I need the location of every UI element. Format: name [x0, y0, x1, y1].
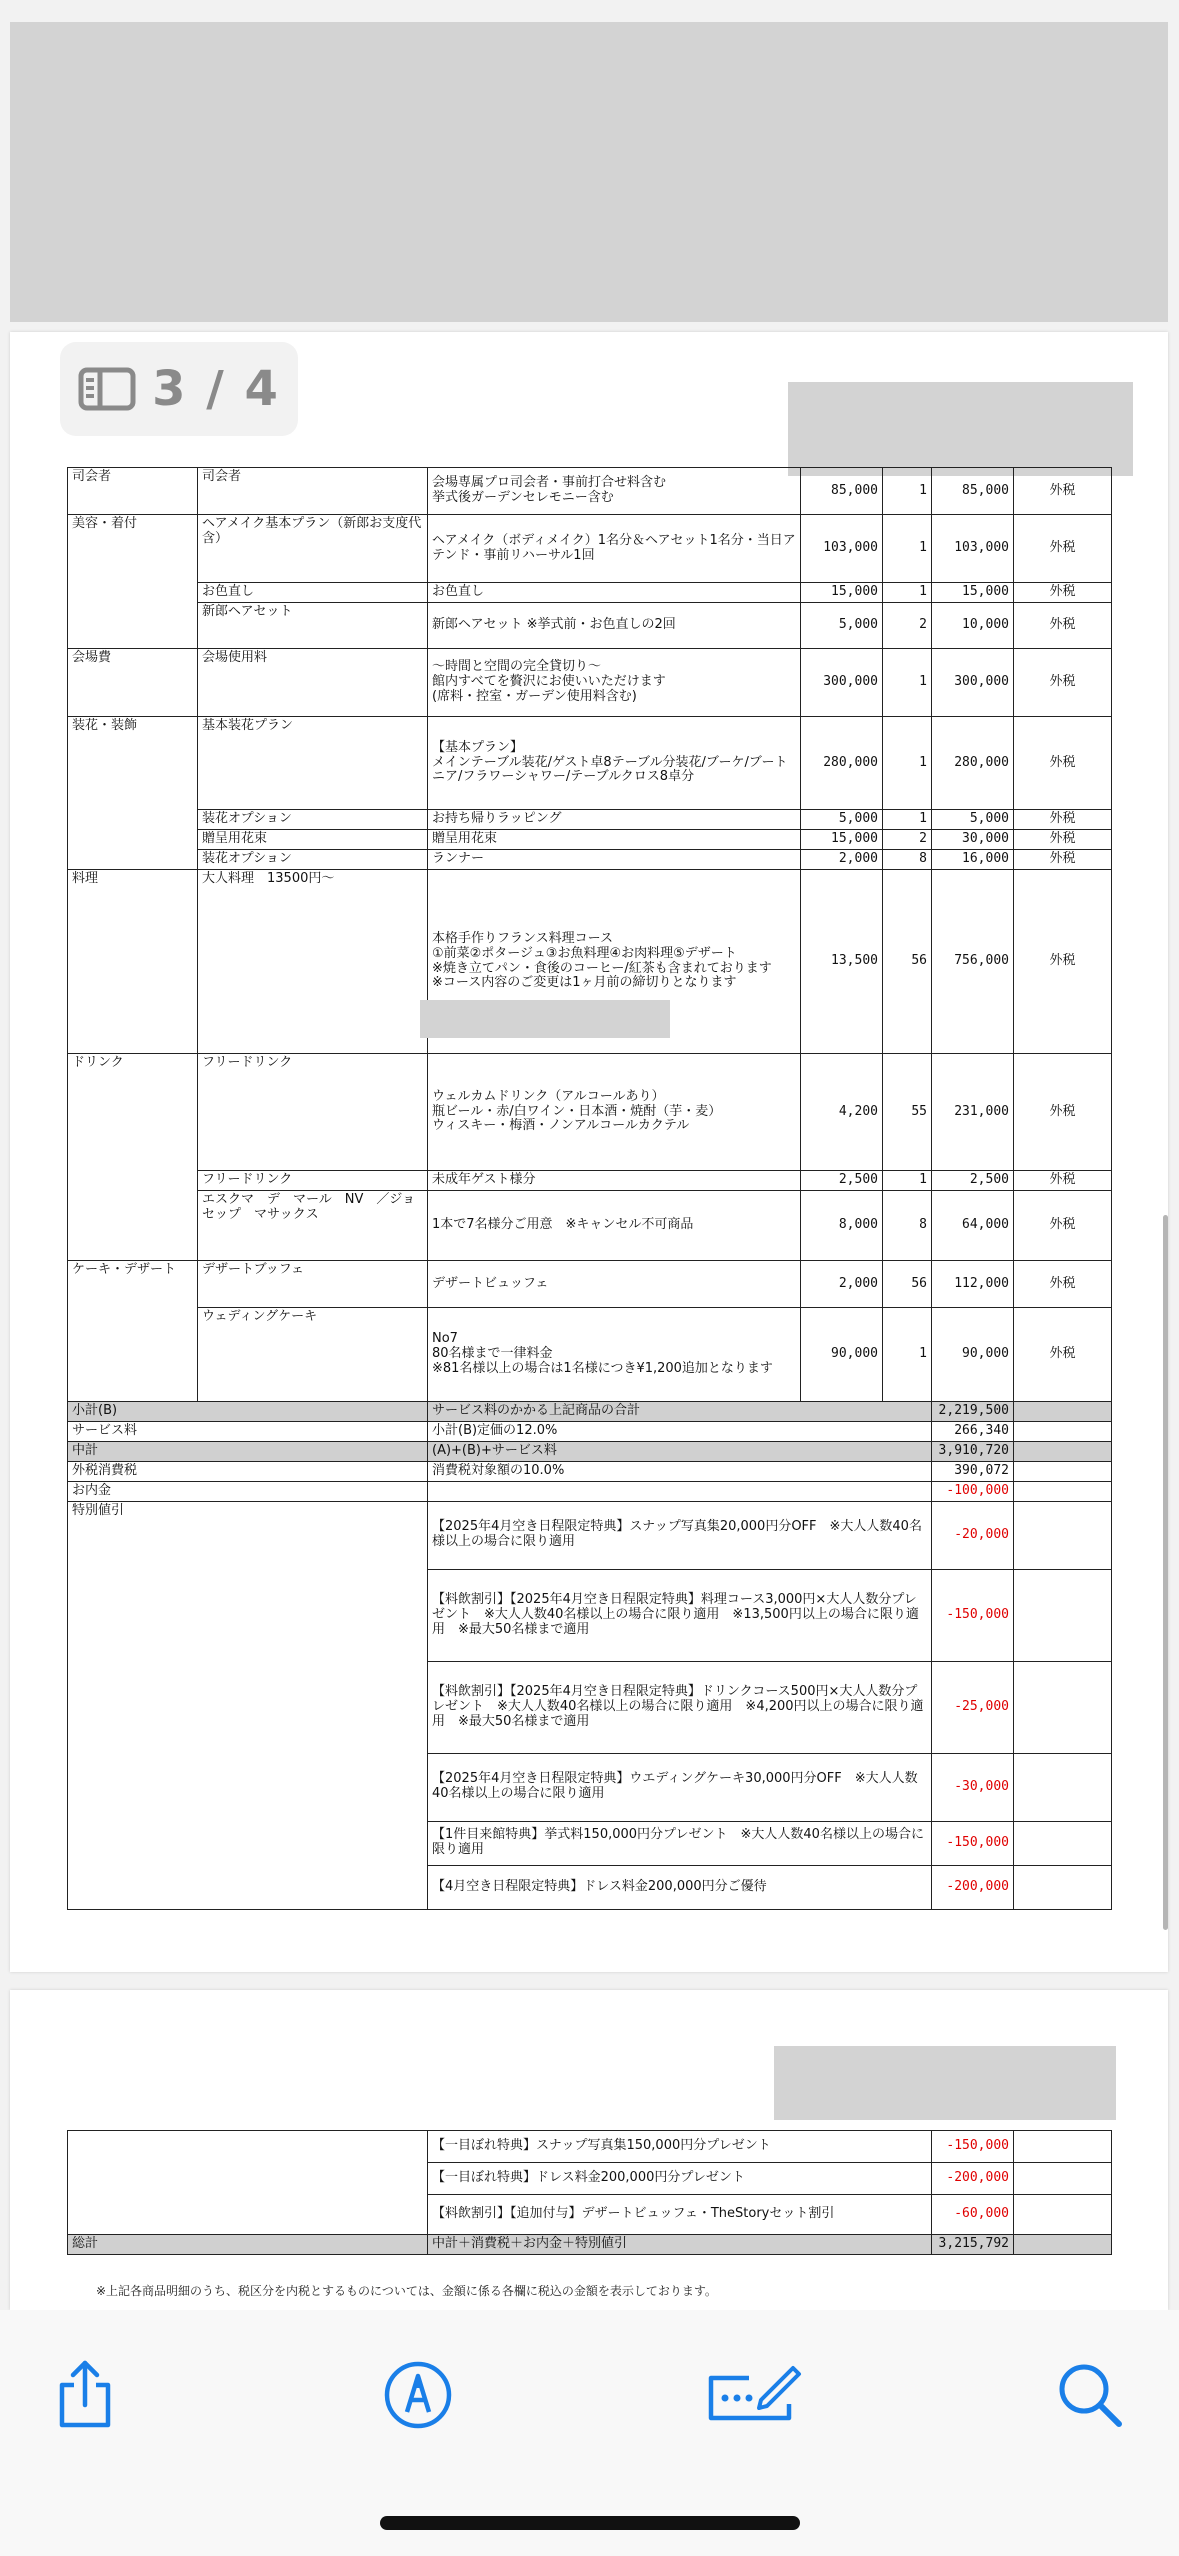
description-cell: 本格手作りフランス料理コース ①前菜②ポタージュ③お魚料理④お肉料理⑤デザート ※焼き立てパン・食後のコーヒー/紅茶も含まれております ※コース内容のご変更は1ヶ月前の締切りとなります — [428, 870, 801, 1054]
share-icon — [54, 2359, 116, 2431]
amount-cell: 16,000 — [932, 850, 1014, 870]
quantity-cell: 56 — [883, 1261, 932, 1308]
table-row — [68, 649, 1112, 717]
amount-cell: 64,000 — [932, 1191, 1014, 1261]
category-cell: 司会者 — [68, 468, 198, 515]
redacted-header-block — [10, 22, 1168, 322]
tax-type-cell: 外税 — [1014, 515, 1112, 583]
total-desc: 中計＋消費税＋お内金＋特別値引 — [428, 2235, 932, 2255]
signature-button[interactable] — [700, 2350, 810, 2440]
amount-cell: 300,000 — [932, 649, 1014, 717]
search-button[interactable] — [1045, 2350, 1135, 2440]
markup-icon — [383, 2360, 453, 2430]
discount-empty — [1014, 1865, 1112, 1909]
table-row — [68, 1261, 1112, 1308]
discount-desc: 【2025年4月空き日程限定特典】ウエディングケーキ30,000円分OFF ※大人人数40名様以上の場合に限り適用 — [428, 1753, 932, 1821]
discount-desc: 【料飲割引】【2025年4月空き日程限定特典】料理コース3,000円×大人人数分プレゼント ※大人人数40名様以上の場合に限り適用 ※13,500円以上の場合に限り適用 ※最大50名様まで適用 — [428, 1569, 932, 1661]
quantity-cell: 1 — [883, 583, 932, 603]
description-cell: ランナー — [428, 850, 801, 870]
discount-amount: -150,000 — [932, 1569, 1014, 1661]
category-cell: ドリンク — [68, 1054, 198, 1261]
table-row — [68, 717, 1112, 810]
tax-type-cell: 外税 — [1014, 649, 1112, 717]
tax-type-cell: 外税 — [1014, 810, 1112, 830]
discount-amount: -20,000 — [932, 1501, 1014, 1569]
summary-empty — [1014, 1421, 1112, 1441]
quantity-cell: 1 — [883, 1171, 932, 1191]
summary-desc: (A)+(B)+サービス料 — [428, 1441, 932, 1461]
description-cell: 未成年ゲスト様分 — [428, 1171, 801, 1191]
description-cell: ウェルカムドリンク（アルコールあり） 瓶ビール・赤/白ワイン・日本酒・焼酎（芋・麦） ウィスキー・梅酒・ノンアルコールカクテル — [428, 1054, 801, 1171]
tax-type-cell: 外税 — [1014, 1171, 1112, 1191]
summary-amount: -100,000 — [932, 1481, 1014, 1501]
tax-type-cell: 外税 — [1014, 870, 1112, 1054]
summary-empty — [1014, 1441, 1112, 1461]
description-cell: 新郎ヘアセット ※挙式前・お色直しの2回 — [428, 603, 801, 649]
unit-price-cell: 8,000 — [801, 1191, 883, 1261]
discount-desc: 【料飲割引】【追加付与】デザートビュッフェ・TheStoryセット割引 — [428, 2195, 932, 2235]
discount-row — [68, 2131, 1112, 2163]
quantity-cell: 55 — [883, 1054, 932, 1171]
description-cell: 会場専属プロ司会者・事前打合せ料含む 挙式後ガーデンセレモニー含む — [428, 468, 801, 515]
quantity-cell: 1 — [883, 810, 932, 830]
tax-type-cell: 外税 — [1014, 583, 1112, 603]
description-cell: 1本で7名様分ご用意 ※キャンセル不可商品 — [428, 1191, 801, 1261]
amount-cell: 231,000 — [932, 1054, 1014, 1171]
unit-price-cell: 90,000 — [801, 1308, 883, 1402]
item-cell: デザートブッフェ — [198, 1261, 428, 1308]
table-row — [68, 810, 1112, 830]
unit-price-cell: 15,000 — [801, 830, 883, 850]
item-cell: お色直し — [198, 583, 428, 603]
table-row — [68, 1171, 1112, 1191]
page-indicator[interactable] — [60, 342, 298, 436]
redacted-stamp-block-p4 — [774, 2046, 1116, 2120]
estimate-table — [67, 467, 1112, 1910]
summary-amount: 266,340 — [932, 1421, 1014, 1441]
discount-amount: -200,000 — [932, 2163, 1014, 2195]
summary-desc: 小計(B)定価の12.0% — [428, 1421, 932, 1441]
amount-cell: 103,000 — [932, 515, 1014, 583]
unit-price-cell: 2,000 — [801, 850, 883, 870]
amount-cell: 30,000 — [932, 830, 1014, 850]
category-cell: 会場費 — [68, 649, 198, 717]
tax-type-cell: 外税 — [1014, 1054, 1112, 1171]
unit-price-cell: 5,000 — [801, 810, 883, 830]
discount-amount: -200,000 — [932, 1865, 1014, 1909]
unit-price-cell: 4,200 — [801, 1054, 883, 1171]
redacted-menu-note — [420, 1000, 670, 1038]
description-cell: 〜時間と空間の完全貸切り〜 館内すべてを贅沢にお使いいただけます (席料・控室・ガーデン使用料含む) — [428, 649, 801, 717]
discount-label: 特別値引 — [68, 1501, 428, 1909]
item-cell: ウェディングケーキ — [198, 1308, 428, 1402]
amount-cell: 280,000 — [932, 717, 1014, 810]
description-cell: 贈呈用花束 — [428, 830, 801, 850]
home-indicator — [380, 2516, 800, 2530]
summary-amount: 2,219,500 — [932, 1402, 1014, 1422]
discount-row — [68, 1501, 1112, 1569]
discount-desc: 【1件目来館特典】挙式料150,000円分プレゼント ※大人人数40名様以上の場合に限り適用 — [428, 1821, 932, 1865]
discount-desc: 【料飲割引】【2025年4月空き日程限定特典】ドリンクコース500円×大人人数分プレゼント ※大人人数40名様以上の場合に限り適用 ※4,200円以上の場合に限り適用 ※最大50名様まで適用 — [428, 1661, 932, 1753]
quantity-cell: 1 — [883, 717, 932, 810]
quantity-cell: 1 — [883, 1308, 932, 1402]
quantity-cell: 1 — [883, 515, 932, 583]
table-row — [68, 850, 1112, 870]
total-row — [68, 2235, 1112, 2255]
page-indicator-text: 3 / 4 — [152, 361, 280, 417]
description-cell: デザートビュッフェ — [428, 1261, 801, 1308]
discount-desc: 【4月空き日程限定特典】ドレス料金200,000円分ご優待 — [428, 1865, 932, 1909]
table-row — [68, 830, 1112, 850]
item-cell: エスクマ デ マール NV ／ジョセップ マサックス — [198, 1191, 428, 1261]
tax-type-cell: 外税 — [1014, 1308, 1112, 1402]
markup-button[interactable] — [373, 2350, 463, 2440]
total-empty — [1014, 2235, 1112, 2255]
discount-empty — [1014, 1501, 1112, 1569]
item-cell: フリードリンク — [198, 1054, 428, 1171]
total-amount: 3,215,792 — [932, 2235, 1014, 2255]
table-row — [68, 603, 1112, 649]
tax-type-cell: 外税 — [1014, 468, 1112, 515]
summary-label: 小計(B) — [68, 1402, 428, 1422]
item-cell: 装花オプション — [198, 810, 428, 830]
summary-label: お内金 — [68, 1481, 428, 1501]
summary-empty — [1014, 1402, 1112, 1422]
tax-type-cell: 外税 — [1014, 850, 1112, 870]
unit-price-cell: 280,000 — [801, 717, 883, 810]
summary-empty — [1014, 1461, 1112, 1481]
table-row — [68, 1308, 1112, 1402]
category-cell: ケーキ・デザート — [68, 1261, 198, 1402]
sidebar-icon — [78, 367, 136, 411]
scrollbar[interactable] — [1163, 1215, 1168, 1930]
summary-desc — [428, 1481, 932, 1501]
tax-type-cell: 外税 — [1014, 717, 1112, 810]
summary-row — [68, 1441, 1112, 1461]
discount-empty — [1014, 1753, 1112, 1821]
table-row — [68, 515, 1112, 583]
description-cell: お色直し — [428, 583, 801, 603]
item-cell: 新郎ヘアセット — [198, 603, 428, 649]
total-label: 総計 — [68, 2235, 428, 2255]
unit-price-cell: 300,000 — [801, 649, 883, 717]
redacted-stamp-block — [788, 382, 1133, 476]
discount-empty — [1014, 2131, 1112, 2163]
table-row — [68, 1054, 1112, 1171]
quantity-cell: 2 — [883, 603, 932, 649]
item-cell: フリードリンク — [198, 1171, 428, 1191]
item-cell: 贈呈用花束 — [198, 830, 428, 850]
summary-desc: 消費税対象額の10.0% — [428, 1461, 932, 1481]
tax-type-cell: 外税 — [1014, 1261, 1112, 1308]
summary-row — [68, 1421, 1112, 1441]
item-cell: 会場使用料 — [198, 649, 428, 717]
table-row — [68, 1191, 1112, 1261]
discount-amount: -150,000 — [932, 2131, 1014, 2163]
discount-empty — [1014, 1661, 1112, 1753]
quantity-cell: 8 — [883, 850, 932, 870]
unit-price-cell: 85,000 — [801, 468, 883, 515]
summary-label: 外税消費税 — [68, 1461, 428, 1481]
estimate-table-continued — [67, 2130, 1112, 2255]
amount-cell: 15,000 — [932, 583, 1014, 603]
amount-cell: 90,000 — [932, 1308, 1014, 1402]
unit-price-cell: 103,000 — [801, 515, 883, 583]
category-cell: 装花・装飾 — [68, 717, 198, 870]
quantity-cell: 2 — [883, 830, 932, 850]
table-row — [68, 583, 1112, 603]
amount-cell: 112,000 — [932, 1261, 1014, 1308]
summary-desc: サービス料のかかる上記商品の合計 — [428, 1402, 932, 1422]
summary-row — [68, 1481, 1112, 1501]
amount-cell: 10,000 — [932, 603, 1014, 649]
discount-desc: 【2025年4月空き日程限定特典】スナップ写真集20,000円分OFF ※大人人数40名様以上の場合に限り適用 — [428, 1501, 932, 1569]
category-cell: 料理 — [68, 870, 198, 1054]
unit-price-cell: 2,500 — [801, 1171, 883, 1191]
discount-desc: 【一目ぼれ特典】ドレス料金200,000円分プレゼント — [428, 2163, 932, 2195]
table-row — [68, 468, 1112, 515]
discount-amount: -60,000 — [932, 2195, 1014, 2235]
item-cell: 装花オプション — [198, 850, 428, 870]
amount-cell: 2,500 — [932, 1171, 1014, 1191]
quantity-cell: 56 — [883, 870, 932, 1054]
description-cell: お持ち帰りラッピング — [428, 810, 801, 830]
summary-row — [68, 1402, 1112, 1422]
quantity-cell: 8 — [883, 1191, 932, 1261]
summary-amount: 3,910,720 — [932, 1441, 1014, 1461]
discount-empty — [1014, 1821, 1112, 1865]
summary-row — [68, 1461, 1112, 1481]
discount-empty — [1014, 2195, 1112, 2235]
unit-price-cell: 13,500 — [801, 870, 883, 1054]
item-cell: 大人料理 13500円〜 — [198, 870, 428, 1054]
unit-price-cell: 2,000 — [801, 1261, 883, 1308]
summary-empty — [1014, 1481, 1112, 1501]
discount-empty — [1014, 1569, 1112, 1661]
signature-icon — [705, 2360, 805, 2430]
summary-label: 中計 — [68, 1441, 428, 1461]
item-cell: ヘアメイク基本プラン（新郎お支度代含） — [198, 515, 428, 583]
discount-empty — [1014, 2163, 1112, 2195]
discount-desc: 【一目ぼれ特典】スナップ写真集150,000円分プレゼント — [428, 2131, 932, 2163]
search-icon — [1056, 2361, 1124, 2429]
discount-amount: -25,000 — [932, 1661, 1014, 1753]
amount-cell: 85,000 — [932, 468, 1014, 515]
footnote: ※上記各商品明細のうち、税区分を内税とするものについては、金額に係る各欄に税込の金額を表示しております。 — [96, 2284, 717, 2298]
category-cell: 美容・着付 — [68, 515, 198, 649]
amount-cell: 756,000 — [932, 870, 1014, 1054]
summary-label: サービス料 — [68, 1421, 428, 1441]
description-cell: 【基本プラン】 メインテーブル装花/ゲスト卓8テーブル分装花/ブーケ/ブートニア/フラワーシャワー/テーブルクロス8卓分 — [428, 717, 801, 810]
quantity-cell: 1 — [883, 468, 932, 515]
amount-cell: 5,000 — [932, 810, 1014, 830]
description-cell: No7 80名様まで一律料金 ※81名様以上の場合は1名様につき¥1,200追加となります — [428, 1308, 801, 1402]
description-cell: ヘアメイク（ボディメイク）1名分＆ヘアセット1名分・当日アテンド・事前リハーサル1回 — [428, 515, 801, 583]
summary-amount: 390,072 — [932, 1461, 1014, 1481]
tax-type-cell: 外税 — [1014, 603, 1112, 649]
tax-type-cell: 外税 — [1014, 830, 1112, 850]
discount-label-continued — [68, 2131, 428, 2235]
unit-price-cell: 5,000 — [801, 603, 883, 649]
item-cell: 基本装花プラン — [198, 717, 428, 810]
quantity-cell: 1 — [883, 649, 932, 717]
unit-price-cell: 15,000 — [801, 583, 883, 603]
discount-amount: -150,000 — [932, 1821, 1014, 1865]
tax-type-cell: 外税 — [1014, 1191, 1112, 1261]
share-button[interactable] — [40, 2350, 130, 2440]
discount-amount: -30,000 — [932, 1753, 1014, 1821]
item-cell: 司会者 — [198, 468, 428, 515]
